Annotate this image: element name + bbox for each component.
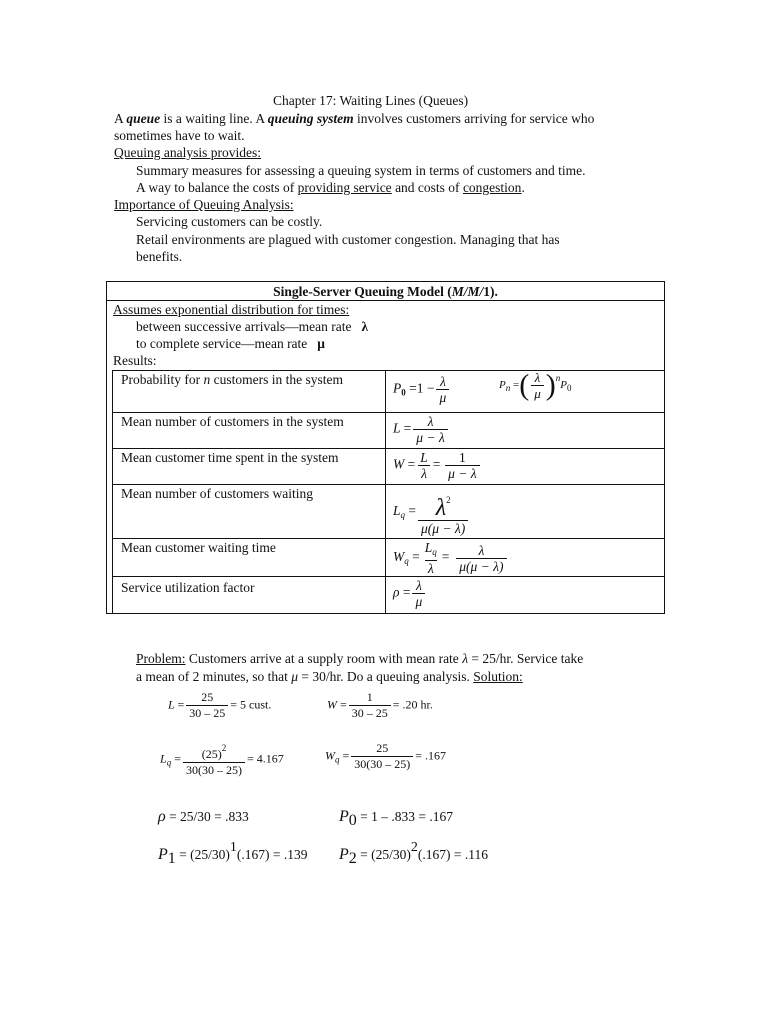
importance-item-1: Servicing customers can be costly. (136, 214, 323, 229)
problem-line-2 (136, 669, 523, 685)
p1-pre: = (25/30) (179, 847, 230, 862)
formula-rho: ρ = $\frac{\lambda}{\mu}$ (393, 578, 427, 609)
problem-label: Problem: (136, 651, 186, 666)
solution-w: W = $\frac{1}{30 - 25}$ = .20 hr. (327, 690, 433, 720)
formula-l: L = $\frac{\lambda}{\mu - \lambda}$ (393, 414, 450, 445)
lq-numerator: $(25)^2$ (201, 743, 227, 761)
rho-result: = 25/30 = .833 (169, 809, 249, 824)
formula-p0: $P_0 =1$ − $\frac{\lambda}{\mu}$ (393, 374, 451, 405)
p2-pre: = (25/30) (360, 847, 411, 862)
analysis-item-2-mid: and costs of (391, 180, 463, 195)
model-title-mm: M/M/ (451, 284, 484, 299)
p2-post: (.167) = .116 (417, 847, 488, 862)
l-result: = 5 cust. (230, 697, 272, 712)
model-title (107, 284, 664, 300)
l-numerator: 25 (201, 690, 214, 704)
row-label-mean-time-system: Mean customer time spent in the system (121, 450, 339, 465)
analysis-item-1: Summary measures for assessing a queuing system in terms of customers and time. (136, 163, 586, 178)
intro-a: A (114, 111, 127, 126)
solution-label: Solution: (473, 669, 523, 684)
intro-line-2: sometimes have to wait. (114, 128, 245, 143)
formula-lq: $L_q$ = $\frac{\lambda^2}{\mu(\mu - \lambda)}$ (393, 488, 470, 536)
between-label: between successive arrivals—mean rate (136, 319, 352, 334)
w-numerator: 1 (366, 690, 373, 704)
p0-result: = 1 – .833 = .167 (360, 809, 454, 824)
left-inner-border (112, 370, 113, 613)
importance-item-2a: Retail environments are plagued with customer congestion. Managing that has (136, 232, 560, 247)
between-text (136, 319, 368, 335)
mu-symbol: μ (317, 336, 325, 351)
importance-item-2b: benefits. (136, 249, 183, 264)
analysis-item-2 (136, 179, 525, 196)
wq-denominator: 30(30 – 25) (351, 756, 413, 772)
complete-text (136, 336, 325, 352)
row-label-probability (121, 372, 343, 388)
row-divider-5 (112, 576, 664, 577)
formula-wq: $W_q$ = $\frac{L_q}{\lambda}$ = $\frac{\lambda}{\mu(\mu - \lambda)}$ (393, 540, 513, 576)
model-table (106, 281, 665, 614)
problem-text-2a: a mean of 2 minutes, so that (136, 669, 292, 684)
row-divider-2 (112, 448, 664, 449)
title-divider (107, 300, 664, 301)
intro-line-1 (114, 110, 594, 127)
complete-label: to complete service—mean rate (136, 336, 308, 351)
term-queue: queue (126, 111, 161, 126)
column-divider (385, 370, 386, 613)
wq-numerator: 25 (376, 741, 389, 755)
assumes-text (113, 302, 349, 318)
page-title: Chapter 17: Waiting Lines (Queues) (273, 93, 469, 108)
prob-label-n: n (203, 372, 211, 387)
importance-heading (114, 196, 294, 213)
model-title-pre: Single-Server Queuing Model ( (273, 284, 452, 299)
congestion-text: congestion (462, 180, 522, 195)
lq-denominator: 30(30 – 25) (183, 762, 245, 778)
row-divider-1 (112, 412, 664, 413)
results-text: Results: (113, 353, 157, 368)
problem-text-1b: = 25/hr. Service take (468, 651, 584, 666)
p1-post: (.167) = .139 (236, 847, 308, 862)
row-label-mean-number-waiting: Mean number of customers waiting (121, 486, 313, 501)
l-denominator: 30 – 25 (186, 705, 228, 721)
analysis-heading (114, 144, 261, 161)
model-title-post: ). (490, 284, 498, 299)
problem-text-2b: = 30/hr. Do a queuing analysis. (298, 669, 474, 684)
term-queuing-system: queuing system (267, 111, 354, 126)
prob-label-pre: Probability for (121, 372, 204, 387)
w-result: = .20 hr. (392, 697, 433, 712)
importance-heading-text: Importance of Queuing Analysis: (114, 197, 294, 212)
row-divider-0 (112, 370, 664, 371)
solution-p2: P2 = (25/30)2(.167) = .116 (339, 840, 488, 867)
solution-wq: $W_q$ = $\frac{25}{30(30 - 25)}$ = .167 (325, 741, 447, 771)
assumes-underlined: Assumes exponential distribution for times: (113, 302, 350, 317)
lq-numerator-text: (25) (201, 747, 222, 761)
solution-l: L = $\frac{25}{30 - 25}$ = 5 cust. (168, 690, 272, 720)
lq-result: = 4.167 (246, 751, 284, 766)
solution-p1: P1 = (25/30)1(.167) = .139 (158, 840, 308, 867)
lambda-inline: λ (462, 651, 469, 666)
prob-label-post: customers in the system (210, 372, 343, 387)
solution-p0: P0 = 1 – .833 = .167 (339, 808, 454, 829)
intro-involves: involves customers arriving for service who (353, 111, 595, 126)
problem-text-1a: Customers arrive at a supply room with mean rate (185, 651, 463, 666)
row-label-mean-waiting-time: Mean customer waiting time (121, 540, 276, 555)
formula-pn: $P_n$ =( $\frac{\lambda}{\mu}$ )$^nP_0$ (499, 368, 572, 402)
row-divider-4 (112, 538, 664, 539)
row-label-utilization: Service utilization factor (121, 580, 255, 595)
formula-w: W = $\frac{L}{\lambda}$ = $\frac{1}{\mu - \lambda}$ (393, 450, 484, 481)
row-divider-3 (112, 484, 664, 485)
solution-lq: $L_q$ = $\frac{(25)^2}{30(30 - 25)}$ = 4.167 (160, 743, 284, 777)
w-denominator: 30 – 25 (349, 705, 391, 721)
solution-rho: ρ = 25/30 = .833 (158, 808, 249, 825)
analysis-heading-text: Queuing analysis provides: (114, 145, 261, 160)
problem-line-1 (136, 651, 583, 667)
wq-result: = .167 (415, 748, 447, 763)
analysis-item-2-pre: A way to balance the costs of (136, 180, 298, 195)
intro-is-line: is a waiting line. A (160, 111, 268, 126)
providing-service-text: providing service (297, 180, 392, 195)
lambda-symbol: λ (361, 319, 369, 334)
row-label-mean-number-system: Mean number of customers in the system (121, 414, 344, 429)
model-title-one: 1 (483, 284, 490, 299)
analysis-item-2-end: . (521, 180, 525, 195)
mu-inline: μ (291, 669, 298, 684)
